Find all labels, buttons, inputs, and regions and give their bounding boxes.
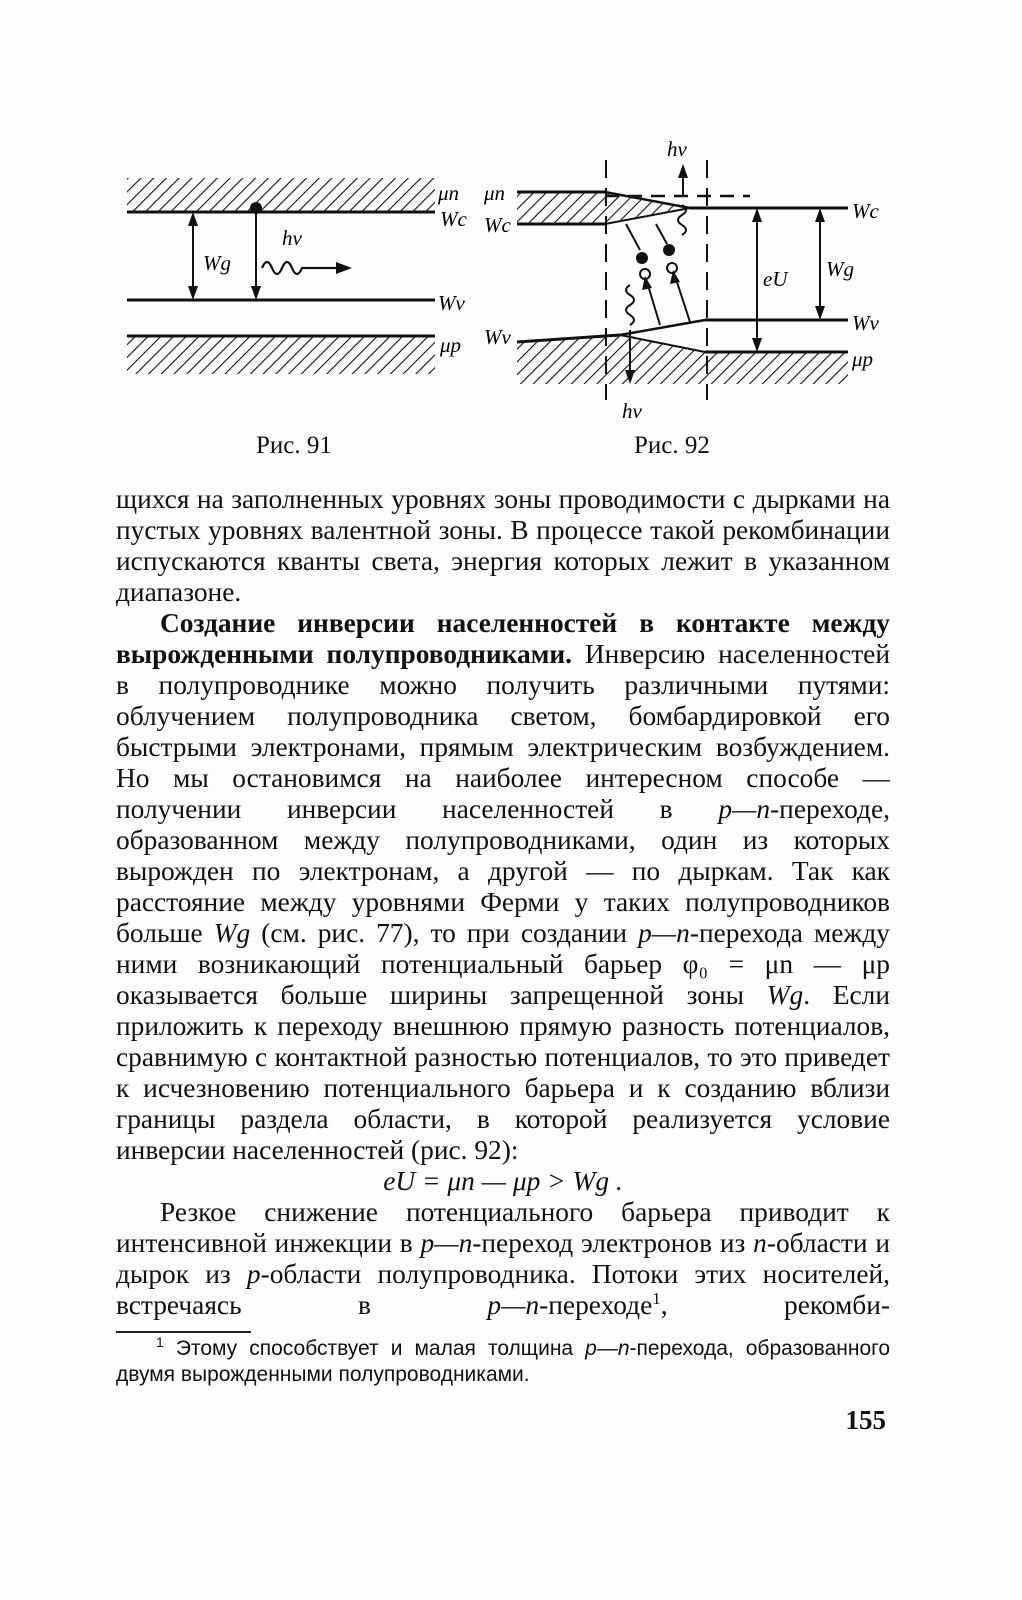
hv-bottom-label: hν <box>622 399 642 423</box>
footnote: $^1$ Этому способствует и малая толщина p—n-перехода, образованного двумя вырожденными полупроводниками. <box>116 1334 891 1386</box>
photon-wave <box>262 262 340 274</box>
footnote-mark: 1 <box>156 1334 164 1350</box>
mu-p-label: μp <box>852 347 874 371</box>
inversion-condition-formula: eU = μn — μp > Wg . <box>383 1166 623 1196</box>
wv-right-label: Wv <box>852 311 879 335</box>
figure-92-caption: Рис. 92 <box>634 432 710 459</box>
figure-92 <box>483 137 879 423</box>
page-number: 155 <box>845 1405 886 1435</box>
paragraph-3: Резкое снижение потенциального барьера приводит к интенсивной инжекции в p—n-переход электронов из n-области и дырок из p-области полупроводника. Потоки этих носителей, встречаясь в p—n-переходе$^1$, рекомби- <box>116 1197 891 1320</box>
figure-91-caption: Рис. 91 <box>256 432 332 459</box>
barrier-formula: φ₀ = μn — μp <box>682 949 890 979</box>
hv-label: hν <box>282 226 302 250</box>
wc-label: Wc <box>440 207 467 231</box>
valence-band-hatch <box>127 336 435 374</box>
eu-label: eU <box>763 267 788 291</box>
figure-91 <box>127 178 467 374</box>
section-heading: Создание инверсии населенностей в контакте между вырожденными полупроводниками. <box>116 608 890 669</box>
conduction-band-hatch <box>127 178 435 212</box>
paragraph-2: Создание инверсии населенностей в контакте между вырожденными полупроводниками. Инверсию населенностей в полупроводнике можно получить различными путями: облучением полупроводника светом, бомбардировкой его быстрыми электронами, прямым электрическим возбуждением. Но мы остановимся на наиболее интересном способе — получении инверсии населенностей в p—n-переходе, образованном между полупроводниками, один из которых вырожден по электронам, а другой — по дыркам. Так как расстояние между уровнями Ферми у таких полупроводников больше Wg (см. рис. 77), то при создании p—n-перехода между ними возникающий потенциальный барьер φ₀ = μn — μp оказывается больше ширины запрещенной зоны Wg. Если приложить к переходу внешнюю прямую разность потенциалов, сравнимую с контактной разностью потенциалов, то это приведет к исчезновению потенциального барьера и к созданию вблизи границы раздела области, в которой реализуется условие инверсии населенностей (рис. 92): <box>116 608 890 1165</box>
mu-n-label: μn <box>484 181 506 205</box>
mu-n-label: μn <box>438 181 460 205</box>
body-text <box>116 484 890 1321</box>
figures-area <box>0 0 1022 480</box>
footnote-divider <box>116 1331 251 1333</box>
wg-label: Wg <box>203 251 231 275</box>
electron-dot <box>250 202 262 214</box>
footnote-reference[interactable]: 1 <box>652 1288 661 1308</box>
wc-left-label: Wc <box>484 213 511 237</box>
paragraph-1: щихся на заполненных уровнях зоны проводимости с дырками на пустых уровнях валентной зоны. В процессе такой рекомбинации испускаются кванты света, энергия которых лежит в указанном диапазоне. <box>116 484 890 607</box>
wc-right-label: Wc <box>852 199 879 223</box>
p-valence-hatch <box>517 335 848 384</box>
wv-left-label: Wv <box>484 325 511 349</box>
hv-top-label: hν <box>667 137 687 161</box>
band-diagrams <box>0 0 1022 480</box>
wg-label: Wg <box>826 257 854 281</box>
wv-label: Wv <box>438 291 465 315</box>
mu-p-label: μp <box>440 333 462 357</box>
